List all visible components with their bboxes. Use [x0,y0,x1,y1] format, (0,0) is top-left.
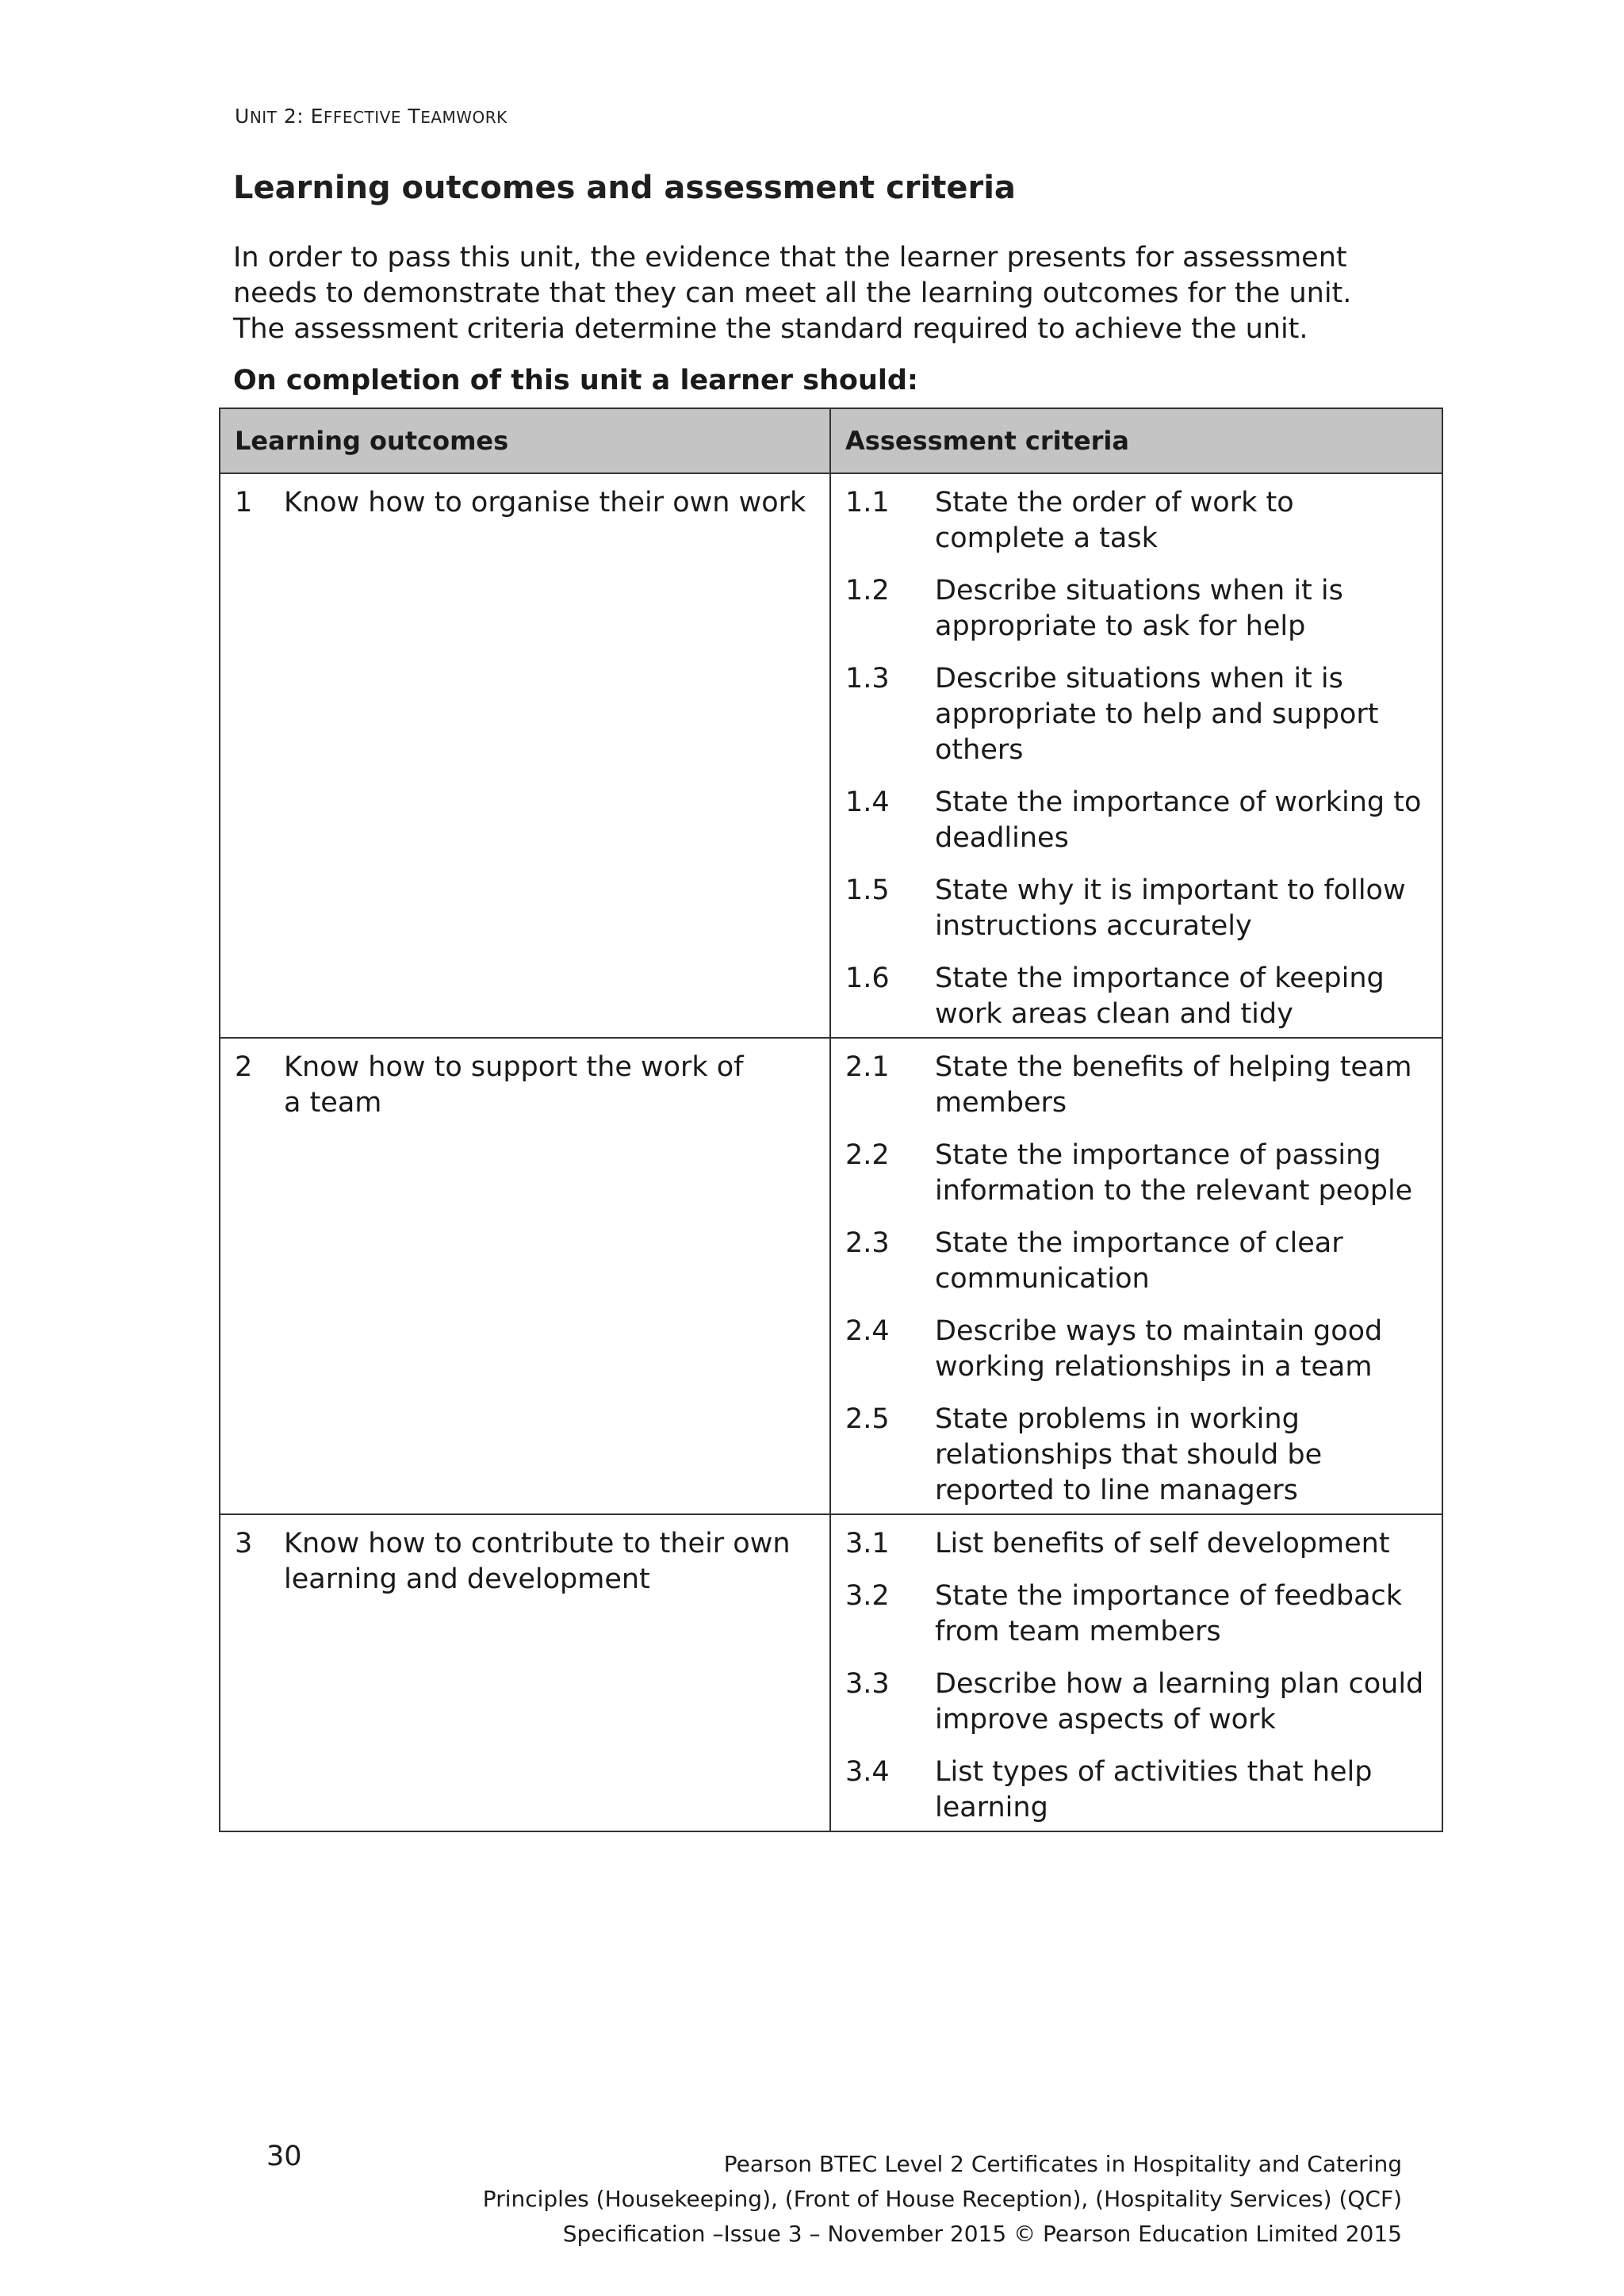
criterion-number: 3.2 [845,1580,890,1612]
learning-outcome-text [284,1526,791,1598]
criterion-number: 1.6 [845,962,890,994]
criterion-text [935,1526,1390,1562]
intro-line: needs to demonstrate that they can meet all the learning outcomes for the unit. [233,277,1352,309]
running-head-unit-number: 2: [277,105,311,128]
criterion-line: State the importance of keeping [935,962,1385,994]
criterion-text [935,1402,1322,1509]
criterion-line: communication [935,1263,1150,1295]
criterion-text [935,1050,1412,1121]
criterion-line: relationships that should be [935,1439,1323,1471]
learning-outcome-cell [220,1514,830,1831]
criterion-line: working relationships in a team [935,1351,1373,1383]
criterion-line: List benefits of self development [935,1528,1390,1559]
table-header-row [220,408,1442,473]
assessment-criterion [845,1526,1427,1562]
criterion-line: Describe situations when it is [935,575,1343,607]
page-title: Learning outcomes and assessment criteria [233,170,1016,206]
running-head-unit-cap: U [235,105,250,128]
footer-line: Specification –Issue 3 – November 2015 © Pearson Education Limited 2015 [562,2221,1402,2247]
criterion-text [935,785,1421,856]
criterion-line: State the order of work to [935,487,1294,519]
criterion-number: 2.2 [845,1139,890,1171]
table-row [220,1038,1442,1514]
assessment-criterion [845,1050,1427,1121]
footer-line: Principles (Housekeeping), (Front of House Reception), (Hospitality Services) (QCF) [482,2186,1402,2212]
criterion-text [935,873,1406,944]
criterion-line: improve aspects of work [935,1704,1276,1735]
criterion-text [935,1226,1343,1297]
learning-outcome-line: a team [284,1087,382,1119]
criterion-line: State the importance of clear [935,1227,1343,1259]
intro-line: In order to pass this unit, the evidence that the learner presents for assessment [233,242,1347,274]
criterion-line: complete a task [935,522,1158,554]
criterion-number: 3.1 [845,1528,890,1559]
criterion-number: 1.4 [845,786,890,818]
assessment-criterion [845,961,1427,1032]
criterion-line: from team members [935,1616,1221,1647]
learning-outcome [235,1526,815,1598]
criterion-line: State why it is important to follow [935,874,1406,906]
criterion-line: members [935,1087,1067,1119]
criterion-number: 1.5 [845,874,890,906]
learning-outcome [235,1050,815,1121]
assessment-criterion [845,1314,1427,1385]
criterion-text [935,485,1294,557]
criterion-line: List types of activities that help [935,1756,1373,1788]
criterion-text [935,1314,1382,1385]
table-row [220,1514,1442,1831]
page-number: 30 [266,2141,302,2172]
assessment-criterion [845,1578,1427,1650]
criterion-number: 2.3 [845,1227,890,1259]
assessment-criterion [845,1755,1427,1826]
assessment-criterion [845,873,1427,944]
assessment-criterion [845,661,1427,768]
criterion-line: Describe situations when it is [935,663,1343,695]
learning-outcome-line: Know how to organise their own work [284,487,806,519]
learning-outcome-cell [220,473,830,1038]
assessment-criterion [845,573,1427,645]
learning-outcome-text [284,1050,744,1121]
running-head [235,105,508,128]
criterion-number: 2.4 [845,1315,890,1347]
criterion-line: State problems in working [935,1403,1300,1435]
assessment-criterion [845,1402,1427,1509]
criterion-line: information to the relevant people [935,1175,1413,1207]
criterion-line: appropriate to help and support [935,698,1379,730]
criterion-line: reported to line managers [935,1475,1298,1506]
criterion-text [935,1755,1373,1826]
criterion-number: 1.3 [845,663,890,695]
assessment-criterion [845,1667,1427,1738]
header-learning-outcomes: Learning outcomes [220,408,830,473]
running-head-word2-cap: T [400,105,421,128]
criterion-line: work areas clean and tidy [935,998,1293,1030]
criterion-text [935,1138,1412,1209]
criterion-number: 1.1 [845,487,890,519]
learning-outcome-cell [220,1038,830,1514]
assessment-criteria-cell [830,1514,1442,1831]
criterion-line: State the benefits of helping team [935,1051,1412,1083]
footer-line: Pearson BTEC Level 2 Certificates in Hospitality and Catering [723,2151,1402,2177]
running-head-word2-rest: EAMWORK [420,108,508,127]
criterion-line: State the importance of feedback [935,1580,1403,1612]
criterion-line: learning [935,1792,1048,1823]
criterion-number: 2.1 [845,1051,890,1083]
assessment-criteria-cell [830,473,1442,1038]
criterion-line: State the importance of passing [935,1139,1381,1171]
criterion-line: Describe ways to maintain good [935,1315,1383,1347]
assessment-criterion [845,785,1427,856]
criterion-line: State the importance of working to [935,786,1422,818]
criterion-line: appropriate to ask for help [935,610,1306,642]
outcomes-table [219,408,1443,1832]
intro-paragraph [233,240,1454,347]
running-head-word1-rest: FFECTIVE [323,108,401,127]
learning-outcome-line: Know how to support the work of [284,1051,744,1083]
criterion-text [935,661,1378,768]
learning-outcome-text [284,485,806,521]
criterion-text [935,573,1343,645]
criterion-line: instructions accurately [935,910,1252,942]
criterion-line: Describe how a learning plan could [935,1668,1424,1700]
criterion-number: 3.3 [845,1668,890,1700]
criterion-number: 3.4 [845,1756,890,1788]
criterion-number: 2.5 [845,1403,890,1435]
table-row [220,473,1442,1038]
learning-outcome-number: 3 [235,1528,253,1559]
assessment-criterion [845,485,1427,557]
criterion-text [935,1578,1402,1650]
intro-line: The assessment criteria determine the standard required to achieve the unit. [233,313,1308,345]
lead-in: On completion of this unit a learner should: [233,365,918,396]
criterion-line: others [935,734,1024,766]
assessment-criterion [845,1138,1427,1209]
learning-outcome-line: Know how to contribute to their own [284,1528,791,1559]
running-head-word1-cap: E [310,105,324,128]
table-body [220,473,1442,1831]
header-assessment-criteria: Assessment criteria [830,408,1442,473]
criterion-text [935,1667,1423,1738]
learning-outcome-number: 2 [235,1051,253,1083]
criterion-text [935,961,1385,1032]
footer [483,2147,1402,2252]
assessment-criterion [845,1226,1427,1297]
assessment-criteria-cell [830,1038,1442,1514]
criterion-number: 1.2 [845,575,890,607]
running-head-unit-rest: NIT [249,108,278,127]
criterion-line: deadlines [935,822,1069,854]
learning-outcome [235,485,815,521]
learning-outcome-number: 1 [235,487,253,519]
learning-outcome-line: learning and development [284,1563,650,1595]
